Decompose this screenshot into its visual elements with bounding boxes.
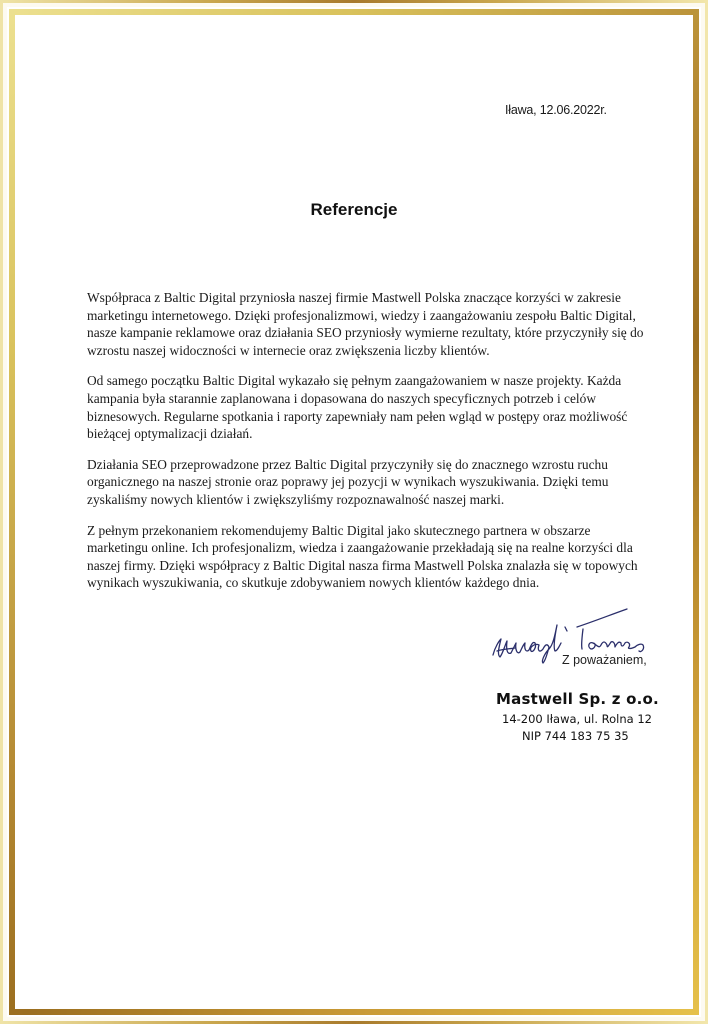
- date-line: Iława, 12.06.2022r.: [505, 103, 607, 117]
- signature-stroke: [577, 609, 627, 627]
- company-address: 14-200 Iława, ul. Rolna 12: [502, 712, 652, 726]
- paragraph: Współpraca z Baltic Digital przyniosła naszej firmie Mastwell Polska znaczące korzyści w zakresie marketingu internetowego. Dzięki profesjonalizmowi, wiedzy i zaangażowaniu zespołu Baltic Digital, nasze kampanie reklamowe oraz działania SEO przyniosły wymierne rezultaty, które przyczyniły się do wzrostu naszej widoczności w internecie oraz zwiększenia liczby klientów.: [87, 290, 644, 358]
- document-title: Referencje: [310, 200, 398, 219]
- letter-body: [87, 289, 647, 605]
- signature-stroke: [565, 627, 567, 631]
- paragraph: Od samego początku Baltic Digital wykazało się pełnym zaangażowaniem w nasze projekty. Każda kampania była starannie zaplanowana i dopasowana do naszych specyficznych potrzeb i celów biznesowych. Regularne spotkania i raporty zapewniały nam pełen wgląd w postępy oraz możliwość bieżącej optymalizacji działań.: [87, 373, 628, 442]
- company-name: Mastwell Sp. z o.o.: [496, 690, 659, 708]
- closing-regards: Z poważaniem,: [562, 653, 647, 667]
- signature-stroke: [582, 629, 583, 649]
- signature-stroke: [589, 642, 644, 652]
- signature-stroke: [493, 625, 561, 663]
- paragraph: Działania SEO przeprowadzone przez Baltic Digital przyczyniły się do znacznego wzrostu ruchu organicznego na naszej stronie oraz poprawy jej pozycji w wynikach wyszukiwania. Dzięki temu zyskaliśmy nowych klientów i zwiększyliśmy rozpoznawalność naszej marki.: [87, 456, 609, 507]
- company-nip: NIP 744 183 75 35: [522, 729, 629, 743]
- paragraph: Z pełnym przekonaniem rekomendujemy Baltic Digital jako skutecznego partnera w obszarze marketingu online. Ich profesjonalizm, wiedza i zaangażowanie przekładają się na realne korzyści dla naszej firmy. Dzięki współpracy z Baltic Digital nasza firma Mastwell Polska znalazła się w topowych wynikach wyszukiwania, co skutkuje zdobywaniem nowych klientów każdego dnia.: [87, 522, 638, 591]
